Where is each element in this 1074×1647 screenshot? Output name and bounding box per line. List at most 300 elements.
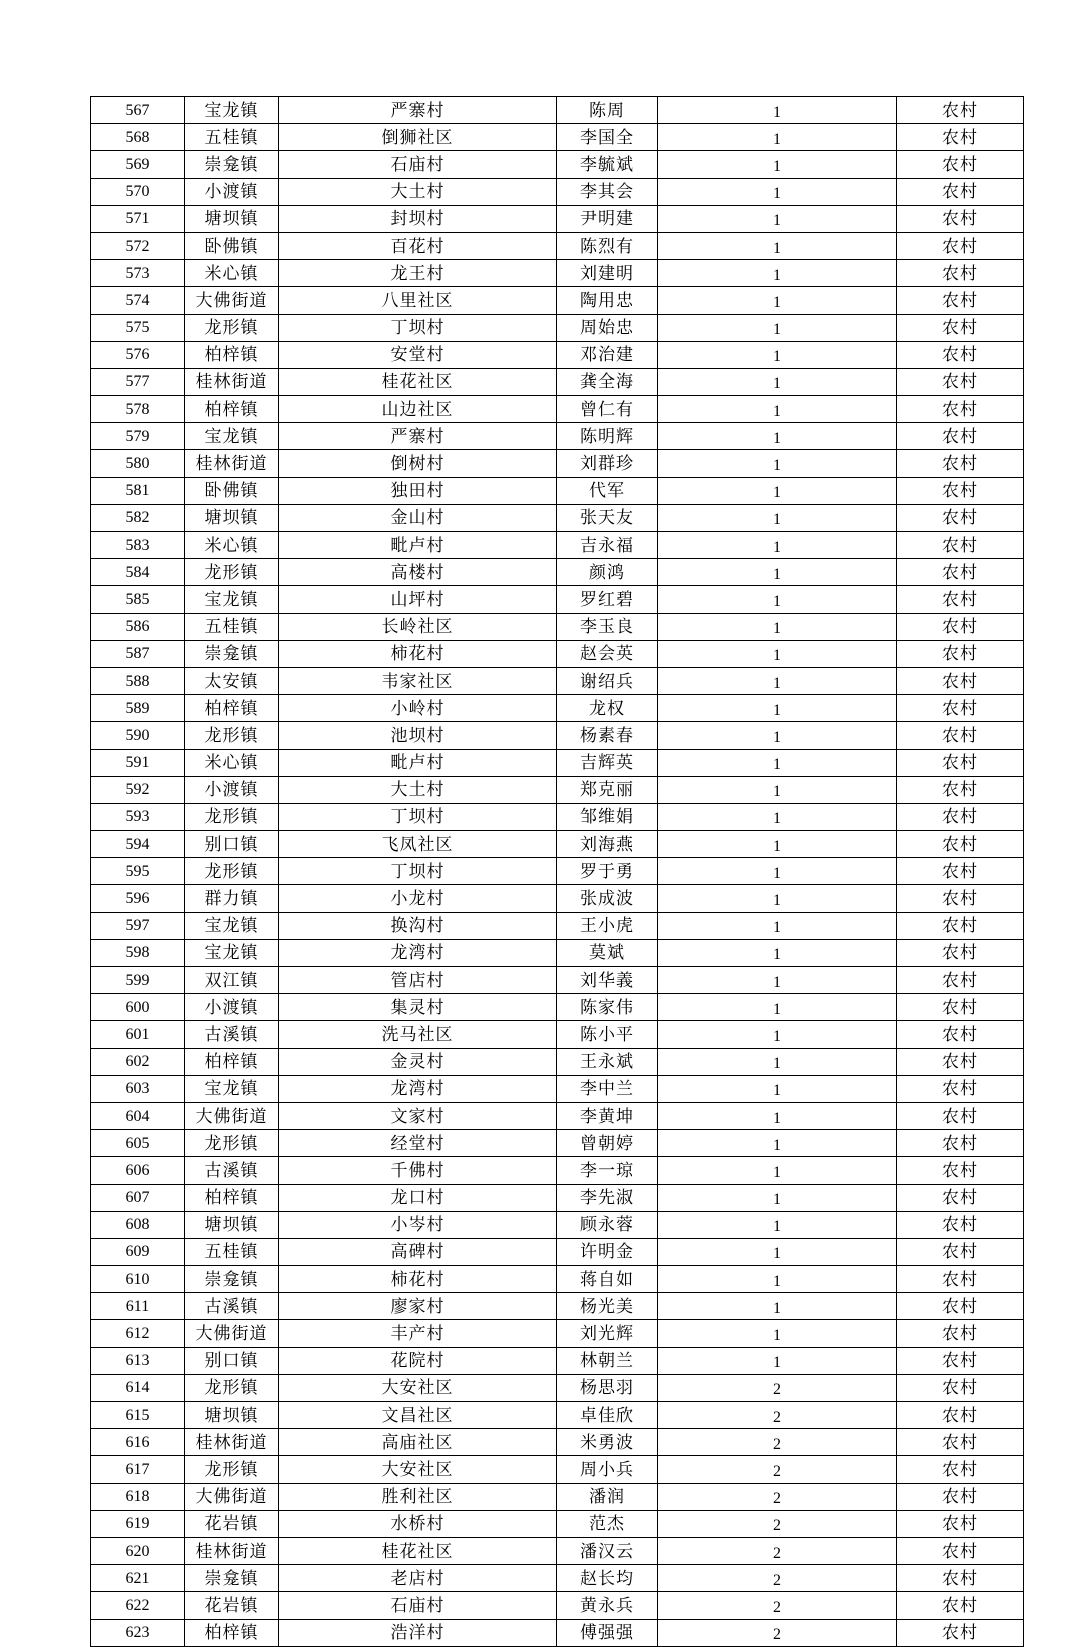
- village-cell: 水桥村: [279, 1510, 557, 1537]
- row-number-cell: 615: [91, 1402, 185, 1429]
- count-cell: 2: [658, 1565, 897, 1592]
- count-cell: 2: [658, 1619, 897, 1646]
- name-cell: 杨光美: [557, 1293, 658, 1320]
- category-cell: 农村: [897, 1211, 1024, 1238]
- category-cell: 农村: [897, 1075, 1024, 1102]
- count-cell: 1: [658, 477, 897, 504]
- row-number-cell: 594: [91, 831, 185, 858]
- row-number-cell: 617: [91, 1456, 185, 1483]
- village-cell: 浩洋村: [279, 1619, 557, 1646]
- village-cell: 独田村: [279, 477, 557, 504]
- name-cell: 赵会英: [557, 640, 658, 667]
- row-number-cell: 589: [91, 695, 185, 722]
- table-row: [91, 695, 1024, 722]
- village-cell: 山边社区: [279, 396, 557, 423]
- row-number-cell: 568: [91, 124, 185, 151]
- village-cell: 龙湾村: [279, 939, 557, 966]
- name-cell: 范杰: [557, 1510, 658, 1537]
- row-number-cell: 578: [91, 396, 185, 423]
- row-number-cell: 574: [91, 287, 185, 314]
- count-cell: 1: [658, 1048, 897, 1075]
- row-number-cell: 579: [91, 423, 185, 450]
- count-cell: 1: [658, 776, 897, 803]
- table-row: [91, 1483, 1024, 1510]
- category-cell: 农村: [897, 1374, 1024, 1401]
- row-number-cell: 596: [91, 885, 185, 912]
- count-cell: 1: [658, 939, 897, 966]
- count-cell: 1: [658, 1211, 897, 1238]
- row-number-cell: 597: [91, 912, 185, 939]
- name-cell: 顾永蓉: [557, 1211, 658, 1238]
- category-cell: 农村: [897, 613, 1024, 640]
- village-cell: 金灵村: [279, 1048, 557, 1075]
- name-cell: 潘汉云: [557, 1537, 658, 1564]
- town-cell: 龙形镇: [185, 1130, 279, 1157]
- village-cell: 韦家社区: [279, 667, 557, 694]
- town-cell: 米心镇: [185, 532, 279, 559]
- town-cell: 柏梓镇: [185, 695, 279, 722]
- count-cell: 1: [658, 504, 897, 531]
- count-cell: 1: [658, 967, 897, 994]
- category-cell: 农村: [897, 1293, 1024, 1320]
- row-number-cell: 587: [91, 640, 185, 667]
- name-cell: 李先淑: [557, 1184, 658, 1211]
- name-cell: 陈小平: [557, 1021, 658, 1048]
- village-cell: 丁坝村: [279, 803, 557, 830]
- row-number-cell: 575: [91, 314, 185, 341]
- row-number-cell: 611: [91, 1293, 185, 1320]
- row-number-cell: 599: [91, 967, 185, 994]
- village-cell: 飞凤社区: [279, 831, 557, 858]
- table-row: [91, 722, 1024, 749]
- category-cell: 农村: [897, 803, 1024, 830]
- row-number-cell: 577: [91, 368, 185, 395]
- name-cell: 刘华義: [557, 967, 658, 994]
- count-cell: 1: [658, 341, 897, 368]
- village-cell: 百花村: [279, 232, 557, 259]
- count-cell: 1: [658, 260, 897, 287]
- table-row: [91, 1565, 1024, 1592]
- table-row: [91, 287, 1024, 314]
- count-cell: 1: [658, 803, 897, 830]
- name-cell: 罗于勇: [557, 858, 658, 885]
- village-cell: 柿花村: [279, 1266, 557, 1293]
- name-cell: 刘建明: [557, 260, 658, 287]
- village-cell: 集灵村: [279, 994, 557, 1021]
- village-cell: 大土村: [279, 178, 557, 205]
- town-cell: 塘坝镇: [185, 205, 279, 232]
- table-row: [91, 749, 1024, 776]
- table-row: [91, 559, 1024, 586]
- count-cell: 1: [658, 722, 897, 749]
- village-cell: 高庙社区: [279, 1429, 557, 1456]
- row-number-cell: 591: [91, 749, 185, 776]
- town-cell: 崇龛镇: [185, 1565, 279, 1592]
- village-cell: 千佛村: [279, 1157, 557, 1184]
- category-cell: 农村: [897, 1347, 1024, 1374]
- row-number-cell: 610: [91, 1266, 185, 1293]
- count-cell: 1: [658, 205, 897, 232]
- row-number-cell: 567: [91, 97, 185, 124]
- town-cell: 龙形镇: [185, 858, 279, 885]
- count-cell: 1: [658, 1320, 897, 1347]
- name-cell: 刘群珍: [557, 450, 658, 477]
- category-cell: 农村: [897, 1157, 1024, 1184]
- table-row: [91, 803, 1024, 830]
- count-cell: 1: [658, 396, 897, 423]
- row-number-cell: 573: [91, 260, 185, 287]
- table-row: [91, 994, 1024, 1021]
- town-cell: 卧佛镇: [185, 232, 279, 259]
- town-cell: 别口镇: [185, 1347, 279, 1374]
- town-cell: 龙形镇: [185, 722, 279, 749]
- village-cell: 老店村: [279, 1565, 557, 1592]
- village-cell: 龙王村: [279, 260, 557, 287]
- name-cell: 尹明建: [557, 205, 658, 232]
- town-cell: 群力镇: [185, 885, 279, 912]
- count-cell: 1: [658, 532, 897, 559]
- name-cell: 张成波: [557, 885, 658, 912]
- table-row: [91, 504, 1024, 531]
- town-cell: 花岩镇: [185, 1592, 279, 1619]
- name-cell: 李黄坤: [557, 1102, 658, 1129]
- category-cell: 农村: [897, 722, 1024, 749]
- row-number-cell: 616: [91, 1429, 185, 1456]
- table-row: [91, 613, 1024, 640]
- category-cell: 农村: [897, 205, 1024, 232]
- village-cell: 石庙村: [279, 1592, 557, 1619]
- town-cell: 龙形镇: [185, 1374, 279, 1401]
- table-row: [91, 1075, 1024, 1102]
- name-cell: 代军: [557, 477, 658, 504]
- name-cell: 陈明辉: [557, 423, 658, 450]
- name-cell: 邹维娟: [557, 803, 658, 830]
- row-number-cell: 570: [91, 178, 185, 205]
- name-cell: 潘润: [557, 1483, 658, 1510]
- name-cell: 李毓斌: [557, 151, 658, 178]
- category-cell: 农村: [897, 749, 1024, 776]
- category-cell: 农村: [897, 423, 1024, 450]
- count-cell: 1: [658, 232, 897, 259]
- category-cell: 农村: [897, 450, 1024, 477]
- village-cell: 长岭社区: [279, 613, 557, 640]
- village-cell: 洗马社区: [279, 1021, 557, 1048]
- town-cell: 崇龛镇: [185, 151, 279, 178]
- village-cell: 胜利社区: [279, 1483, 557, 1510]
- category-cell: 农村: [897, 1510, 1024, 1537]
- category-cell: 农村: [897, 1102, 1024, 1129]
- name-cell: 卓佳欣: [557, 1402, 658, 1429]
- village-cell: 小岑村: [279, 1211, 557, 1238]
- count-cell: 1: [658, 1347, 897, 1374]
- town-cell: 龙形镇: [185, 559, 279, 586]
- table-row: [91, 1456, 1024, 1483]
- name-cell: 龙权: [557, 695, 658, 722]
- town-cell: 古溪镇: [185, 1293, 279, 1320]
- town-cell: 大佛街道: [185, 287, 279, 314]
- count-cell: 1: [658, 667, 897, 694]
- category-cell: 农村: [897, 831, 1024, 858]
- count-cell: 1: [658, 994, 897, 1021]
- table-row: [91, 1510, 1024, 1537]
- category-cell: 农村: [897, 559, 1024, 586]
- category-cell: 农村: [897, 232, 1024, 259]
- count-cell: 1: [658, 640, 897, 667]
- name-cell: 颜鸿: [557, 559, 658, 586]
- village-cell: 封坝村: [279, 205, 557, 232]
- table-row: [91, 260, 1024, 287]
- count-cell: 2: [658, 1510, 897, 1537]
- town-cell: 宝龙镇: [185, 423, 279, 450]
- name-cell: 张天友: [557, 504, 658, 531]
- name-cell: 蒋自如: [557, 1266, 658, 1293]
- table-row: [91, 1157, 1024, 1184]
- table-row: [91, 1429, 1024, 1456]
- village-cell: 高楼村: [279, 559, 557, 586]
- town-cell: 古溪镇: [185, 1157, 279, 1184]
- town-cell: 桂林街道: [185, 1537, 279, 1564]
- town-cell: 太安镇: [185, 667, 279, 694]
- name-cell: 李一琼: [557, 1157, 658, 1184]
- table-row: [91, 640, 1024, 667]
- name-cell: 傅强强: [557, 1619, 658, 1646]
- village-cell: 换沟村: [279, 912, 557, 939]
- town-cell: 柏梓镇: [185, 1048, 279, 1075]
- count-cell: 2: [658, 1429, 897, 1456]
- count-cell: 1: [658, 858, 897, 885]
- name-cell: 莫斌: [557, 939, 658, 966]
- count-cell: 1: [658, 613, 897, 640]
- village-cell: 倒狮社区: [279, 124, 557, 151]
- category-cell: 农村: [897, 1429, 1024, 1456]
- town-cell: 塘坝镇: [185, 504, 279, 531]
- town-cell: 米心镇: [185, 749, 279, 776]
- row-number-cell: 613: [91, 1347, 185, 1374]
- name-cell: 陈烈有: [557, 232, 658, 259]
- category-cell: 农村: [897, 695, 1024, 722]
- village-cell: 高碑村: [279, 1238, 557, 1265]
- count-cell: 1: [658, 423, 897, 450]
- name-cell: 黄永兵: [557, 1592, 658, 1619]
- row-number-cell: 606: [91, 1157, 185, 1184]
- roster-table: [90, 96, 1024, 1647]
- table-row: [91, 858, 1024, 885]
- category-cell: 农村: [897, 1402, 1024, 1429]
- village-cell: 龙湾村: [279, 1075, 557, 1102]
- name-cell: 谢绍兵: [557, 667, 658, 694]
- name-cell: 陶用忠: [557, 287, 658, 314]
- town-cell: 塘坝镇: [185, 1211, 279, 1238]
- count-cell: 2: [658, 1374, 897, 1401]
- village-cell: 大安社区: [279, 1374, 557, 1401]
- count-cell: 1: [658, 1130, 897, 1157]
- count-cell: 1: [658, 1184, 897, 1211]
- row-number-cell: 595: [91, 858, 185, 885]
- row-number-cell: 581: [91, 477, 185, 504]
- category-cell: 农村: [897, 885, 1024, 912]
- row-number-cell: 580: [91, 450, 185, 477]
- count-cell: 1: [658, 1075, 897, 1102]
- count-cell: 1: [658, 1293, 897, 1320]
- name-cell: 王永斌: [557, 1048, 658, 1075]
- table-row: [91, 1021, 1024, 1048]
- town-cell: 大佛街道: [185, 1483, 279, 1510]
- count-cell: 1: [658, 368, 897, 395]
- name-cell: 李玉良: [557, 613, 658, 640]
- name-cell: 刘海燕: [557, 831, 658, 858]
- row-number-cell: 572: [91, 232, 185, 259]
- category-cell: 农村: [897, 1456, 1024, 1483]
- table-row: [91, 912, 1024, 939]
- table-row: [91, 205, 1024, 232]
- village-cell: 龙口村: [279, 1184, 557, 1211]
- village-cell: 丁坝村: [279, 858, 557, 885]
- table-row: [91, 232, 1024, 259]
- village-cell: 小岭村: [279, 695, 557, 722]
- row-number-cell: 607: [91, 1184, 185, 1211]
- village-cell: 毗卢村: [279, 532, 557, 559]
- table-row: [91, 1238, 1024, 1265]
- name-cell: 陈周: [557, 97, 658, 124]
- table-row: [91, 586, 1024, 613]
- name-cell: 曾仁有: [557, 396, 658, 423]
- village-cell: 安堂村: [279, 341, 557, 368]
- row-number-cell: 605: [91, 1130, 185, 1157]
- table-row: [91, 124, 1024, 151]
- count-cell: 1: [658, 314, 897, 341]
- category-cell: 农村: [897, 151, 1024, 178]
- table-row: [91, 885, 1024, 912]
- village-cell: 池坝村: [279, 722, 557, 749]
- table-row: [91, 831, 1024, 858]
- village-cell: 山坪村: [279, 586, 557, 613]
- village-cell: 小龙村: [279, 885, 557, 912]
- category-cell: 农村: [897, 1483, 1024, 1510]
- name-cell: 杨思羽: [557, 1374, 658, 1401]
- category-cell: 农村: [897, 586, 1024, 613]
- town-cell: 柏梓镇: [185, 1619, 279, 1646]
- category-cell: 农村: [897, 396, 1024, 423]
- row-number-cell: 621: [91, 1565, 185, 1592]
- town-cell: 柏梓镇: [185, 396, 279, 423]
- name-cell: 李其会: [557, 178, 658, 205]
- category-cell: 农村: [897, 912, 1024, 939]
- town-cell: 五桂镇: [185, 613, 279, 640]
- count-cell: 2: [658, 1592, 897, 1619]
- town-cell: 小渡镇: [185, 776, 279, 803]
- row-number-cell: 602: [91, 1048, 185, 1075]
- village-cell: 经堂村: [279, 1130, 557, 1157]
- village-cell: 桂花社区: [279, 1537, 557, 1564]
- name-cell: 吉永福: [557, 532, 658, 559]
- town-cell: 崇龛镇: [185, 1266, 279, 1293]
- table-row: [91, 776, 1024, 803]
- row-number-cell: 622: [91, 1592, 185, 1619]
- row-number-cell: 585: [91, 586, 185, 613]
- category-cell: 农村: [897, 994, 1024, 1021]
- town-cell: 双江镇: [185, 967, 279, 994]
- name-cell: 龚全海: [557, 368, 658, 395]
- category-cell: 农村: [897, 314, 1024, 341]
- town-cell: 桂林街道: [185, 450, 279, 477]
- town-cell: 别口镇: [185, 831, 279, 858]
- table-row: [91, 1374, 1024, 1401]
- village-cell: 严寨村: [279, 423, 557, 450]
- name-cell: 曾朝婷: [557, 1130, 658, 1157]
- table-row: [91, 178, 1024, 205]
- village-cell: 柿花村: [279, 640, 557, 667]
- row-number-cell: 576: [91, 341, 185, 368]
- category-cell: 农村: [897, 858, 1024, 885]
- town-cell: 小渡镇: [185, 994, 279, 1021]
- category-cell: 农村: [897, 939, 1024, 966]
- table-row: [91, 532, 1024, 559]
- village-cell: 丁坝村: [279, 314, 557, 341]
- row-number-cell: 584: [91, 559, 185, 586]
- table-row: [91, 450, 1024, 477]
- category-cell: 农村: [897, 287, 1024, 314]
- name-cell: 米勇波: [557, 1429, 658, 1456]
- table-row: [91, 1184, 1024, 1211]
- town-cell: 宝龙镇: [185, 939, 279, 966]
- count-cell: 1: [658, 124, 897, 151]
- town-cell: 桂林街道: [185, 1429, 279, 1456]
- town-cell: 龙形镇: [185, 803, 279, 830]
- name-cell: 罗红碧: [557, 586, 658, 613]
- row-number-cell: 618: [91, 1483, 185, 1510]
- village-cell: 管店村: [279, 967, 557, 994]
- row-number-cell: 593: [91, 803, 185, 830]
- count-cell: 2: [658, 1456, 897, 1483]
- table-row: [91, 1619, 1024, 1646]
- category-cell: 农村: [897, 178, 1024, 205]
- row-number-cell: 571: [91, 205, 185, 232]
- count-cell: 1: [658, 695, 897, 722]
- village-cell: 廖家村: [279, 1293, 557, 1320]
- town-cell: 宝龙镇: [185, 586, 279, 613]
- row-number-cell: 598: [91, 939, 185, 966]
- town-cell: 龙形镇: [185, 1456, 279, 1483]
- village-cell: 石庙村: [279, 151, 557, 178]
- name-cell: 李中兰: [557, 1075, 658, 1102]
- table-row: [91, 1211, 1024, 1238]
- town-cell: 桂林街道: [185, 368, 279, 395]
- table-row: [91, 1130, 1024, 1157]
- category-cell: 农村: [897, 260, 1024, 287]
- category-cell: 农村: [897, 1021, 1024, 1048]
- village-cell: 大土村: [279, 776, 557, 803]
- table-row: [91, 423, 1024, 450]
- row-number-cell: 604: [91, 1102, 185, 1129]
- count-cell: 1: [658, 151, 897, 178]
- count-cell: 1: [658, 1157, 897, 1184]
- table-row: [91, 368, 1024, 395]
- village-cell: 金山村: [279, 504, 557, 531]
- name-cell: 刘光辉: [557, 1320, 658, 1347]
- village-cell: 文昌社区: [279, 1402, 557, 1429]
- count-cell: 2: [658, 1402, 897, 1429]
- count-cell: 1: [658, 1102, 897, 1129]
- table-row: [91, 1537, 1024, 1564]
- name-cell: 郑克丽: [557, 776, 658, 803]
- count-cell: 1: [658, 831, 897, 858]
- village-cell: 倒树村: [279, 450, 557, 477]
- category-cell: 农村: [897, 532, 1024, 559]
- category-cell: 农村: [897, 1130, 1024, 1157]
- town-cell: 宝龙镇: [185, 1075, 279, 1102]
- town-cell: 大佛街道: [185, 1320, 279, 1347]
- name-cell: 周始忠: [557, 314, 658, 341]
